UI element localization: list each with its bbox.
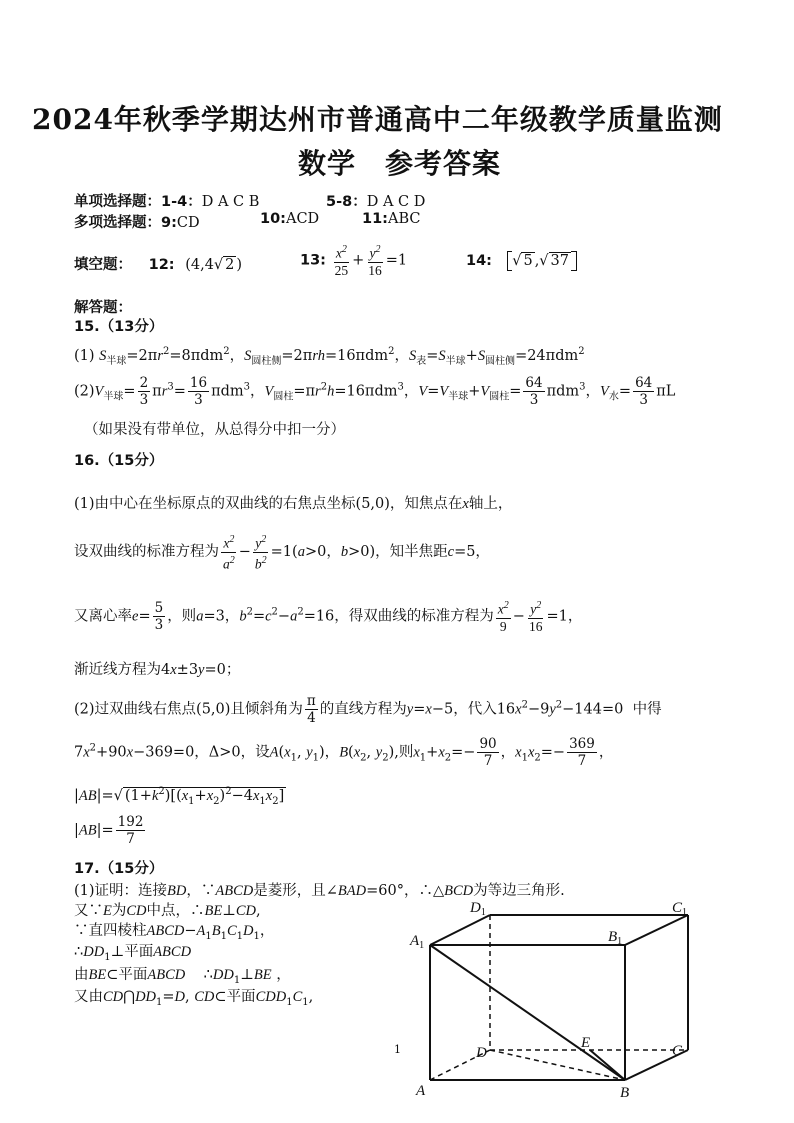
q12-num: 12:: [148, 257, 175, 273]
q16-p5: (2)过双曲线右焦点: [74, 701, 197, 718]
q16-p5c: 的直线方程为: [319, 701, 407, 718]
q17-l1: (1)证明：连接: [74, 883, 168, 899]
q16-p4: 渐近线方程为: [74, 662, 161, 678]
q17-line3: ∵直四棱柱$ABCD-A_1B_1C_1D_1$，: [74, 923, 275, 942]
q17-l1c: 是菱形，且: [253, 883, 326, 899]
q16-p3c: ，得双曲线的标准方程为: [334, 608, 494, 625]
q17-line6: 又由$CD⋂DD_1=D$, CD⊂平面$CDD_1C_1$,: [74, 989, 314, 1008]
q17-header: 17.（15分）: [74, 861, 164, 877]
label-D1: $D_1$: [470, 900, 486, 918]
q10-ans: ACD: [285, 211, 320, 227]
q16-p2b: ，知半焦距: [375, 544, 448, 560]
q17-line5: 由BE⊂平面ABCD $\therefore DD_1\perp BE$ ，: [74, 967, 291, 986]
q9-num: 9:: [161, 215, 177, 231]
q17-l4: ∴: [74, 944, 84, 960]
label-C: C: [672, 1043, 683, 1059]
multi-choice-q10: [260, 211, 319, 227]
q16-line6: $7x^2+90x-369=0$，Δ>0，设$A(x_1$, $y_1$)，$B(x_2$, $y_2$),则$x_1+x_2=-$ $\frac{90}{7}$ ，$x_1x_2=-$ $\frac{369}{7}$ ，: [74, 736, 614, 769]
label-A: A: [416, 1083, 426, 1099]
label-B1: $B_1$: [608, 929, 623, 947]
q17-l1b: ，∵: [186, 883, 216, 899]
single-choice-label2: 5-8：: [326, 194, 367, 210]
single-choice-ans1: D A C B: [201, 194, 260, 210]
q16-p5d: ，代入: [453, 701, 497, 718]
page-title: 2024年秋季学期达州市普通高中二年级教学质量监测: [32, 103, 723, 136]
multi-choice-q11: [362, 211, 420, 227]
page-number: 1: [394, 1043, 401, 1056]
q16-p2: 设双曲线的标准方程为: [74, 544, 219, 560]
label-A1: $A_1$: [410, 933, 425, 951]
q15-header: 15.（13分）: [74, 319, 164, 335]
q11-ans: ABC: [387, 211, 421, 227]
q16-p3: 又离心率: [74, 608, 132, 625]
q17-l5: 由: [74, 967, 89, 983]
q16-p1: (1)由中心在坐标原点的双曲线的右焦点坐标: [74, 496, 356, 512]
q17-l3: ∵直四棱柱: [74, 923, 147, 939]
q14-num: 14:: [466, 253, 492, 269]
q16-line2: 设双曲线的标准方程为 $\frac{x^2}{a^2}$ − $\frac{y^2}{b^2}$ =1(a>0，b>0)，知半焦距c=5，: [74, 534, 490, 571]
single-choice-row-2: [326, 190, 425, 211]
q17-line1: (1)证明：连接BD，∵ABCD是菱形，且∠BAD=60°，∴△BCD为等边三角形.: [74, 883, 565, 899]
q11-num: 11:: [362, 211, 388, 227]
q17-l6: 又由: [74, 989, 103, 1005]
q16-p5b: 且倾斜角为: [230, 701, 303, 718]
q17-l2c: 中点，∴: [146, 903, 205, 919]
q17-l5b: 平面: [118, 967, 148, 983]
q16-header: 16.（15分）: [74, 453, 164, 469]
q16-p1b: ，知焦点在: [389, 496, 463, 512]
prism-figure: [400, 895, 710, 1105]
single-choice-label: 单项选择题：1-4：: [74, 194, 202, 210]
answer-section-label: 解答题：: [74, 300, 132, 316]
fill-row: [74, 253, 242, 274]
q17-l4b: 平面: [124, 944, 154, 960]
q17-l1d: ，∴: [403, 883, 433, 899]
label-B: B: [620, 1085, 630, 1101]
multi-choice-row: [74, 211, 200, 232]
q17-line2: 又∵E为CD中点，∴BE⊥CD,: [74, 903, 261, 919]
label-C1: $C_1$: [672, 900, 688, 918]
q16-line1: (1)由中心在坐标原点的双曲线的右焦点坐标(5,0)，知焦点在x轴上，: [74, 496, 513, 512]
label-E: E: [581, 1035, 591, 1051]
q16-line3: 又离心率e= $\frac{5}{3}$ ，则a=3，$b^2=c^2-a^2=16$，得双曲线的标准方程为 $\frac{x^2}{9}$ − $\frac{y^2}{16}$ =1，: [74, 599, 583, 634]
q16-p5e: 中得: [632, 701, 662, 718]
single-choice-ans2: D A C D: [366, 194, 426, 210]
q16-p1c: 轴上，: [468, 496, 513, 512]
q17-l6b: 平面: [226, 989, 256, 1005]
q15-part2: $(2)V_{半球}=$ $\frac{2}{3}$ $\pi r^3=$ $\frac{16}{3}$ πdm$^3$，$V_{圆柱}=\pi r^2h=16\pi dm^3$，$V=V_{半球}+V_{圆柱}=$ $\frac{64}{3}$ πdm$^3$，$V_水=$ $\frac{64}{3}$ πL: [74, 375, 676, 408]
label-D: D: [476, 1045, 487, 1061]
q13-num: 13:: [300, 252, 326, 269]
fill-label: 填空题：: [74, 257, 132, 273]
q16-line8: |AB|= $\frac{192}{7}$: [74, 814, 144, 847]
q17-l1e: 为等边三角形.: [473, 883, 565, 899]
q9-ans: CD: [176, 215, 200, 231]
multi-choice-label: 多项选择题：: [74, 215, 161, 231]
q12-ans: (4,4√ 2 ): [185, 257, 243, 273]
q16-line5: (2)过双曲线右焦点(5,0)且倾斜角为 $\frac{\pi}{4}$ 的直线方程为y=x−5，代入$16x^2-9y^2-144=0$ 中得: [74, 693, 662, 726]
q15-part1: (1) $S_{半球}=2\pi r^2=8\pi dm^2$，$S_{圆柱侧}=2\pi rh=16\pi dm^2$，$S_表=S_{半球}+S_{圆柱侧}=24\pi dm^2$: [74, 346, 585, 367]
q16-line4: 渐近线方程为4x±3y=0；: [74, 662, 241, 678]
q14-row: 14: √ 5 ,√ 37: [466, 253, 577, 269]
q16-p6c: ,则: [394, 744, 414, 761]
q13-row: 13: $\frac{x^2}{25}$ + $\frac{y^2}{16}$ =1: [300, 244, 408, 278]
q17-l2b: 为: [111, 903, 127, 919]
q16-p3b: ，则: [167, 608, 197, 625]
q16-p6b: ，设: [240, 744, 270, 761]
q17-line4: $\therefore DD_1\perp$平面ABCD: [74, 944, 192, 963]
q10-num: 10:: [260, 211, 286, 227]
q16-line7: |AB|=√ $(1+k^2)[(x_1+x_2)^2-4x_1x_2]$: [74, 786, 285, 807]
page-subtitle: 数学 参考答案: [298, 147, 502, 180]
q15-note: （如果没有带单位，从总得分中扣一分）: [84, 422, 345, 438]
q17-l2: 又∵: [74, 903, 103, 919]
single-choice-row: [74, 190, 259, 211]
